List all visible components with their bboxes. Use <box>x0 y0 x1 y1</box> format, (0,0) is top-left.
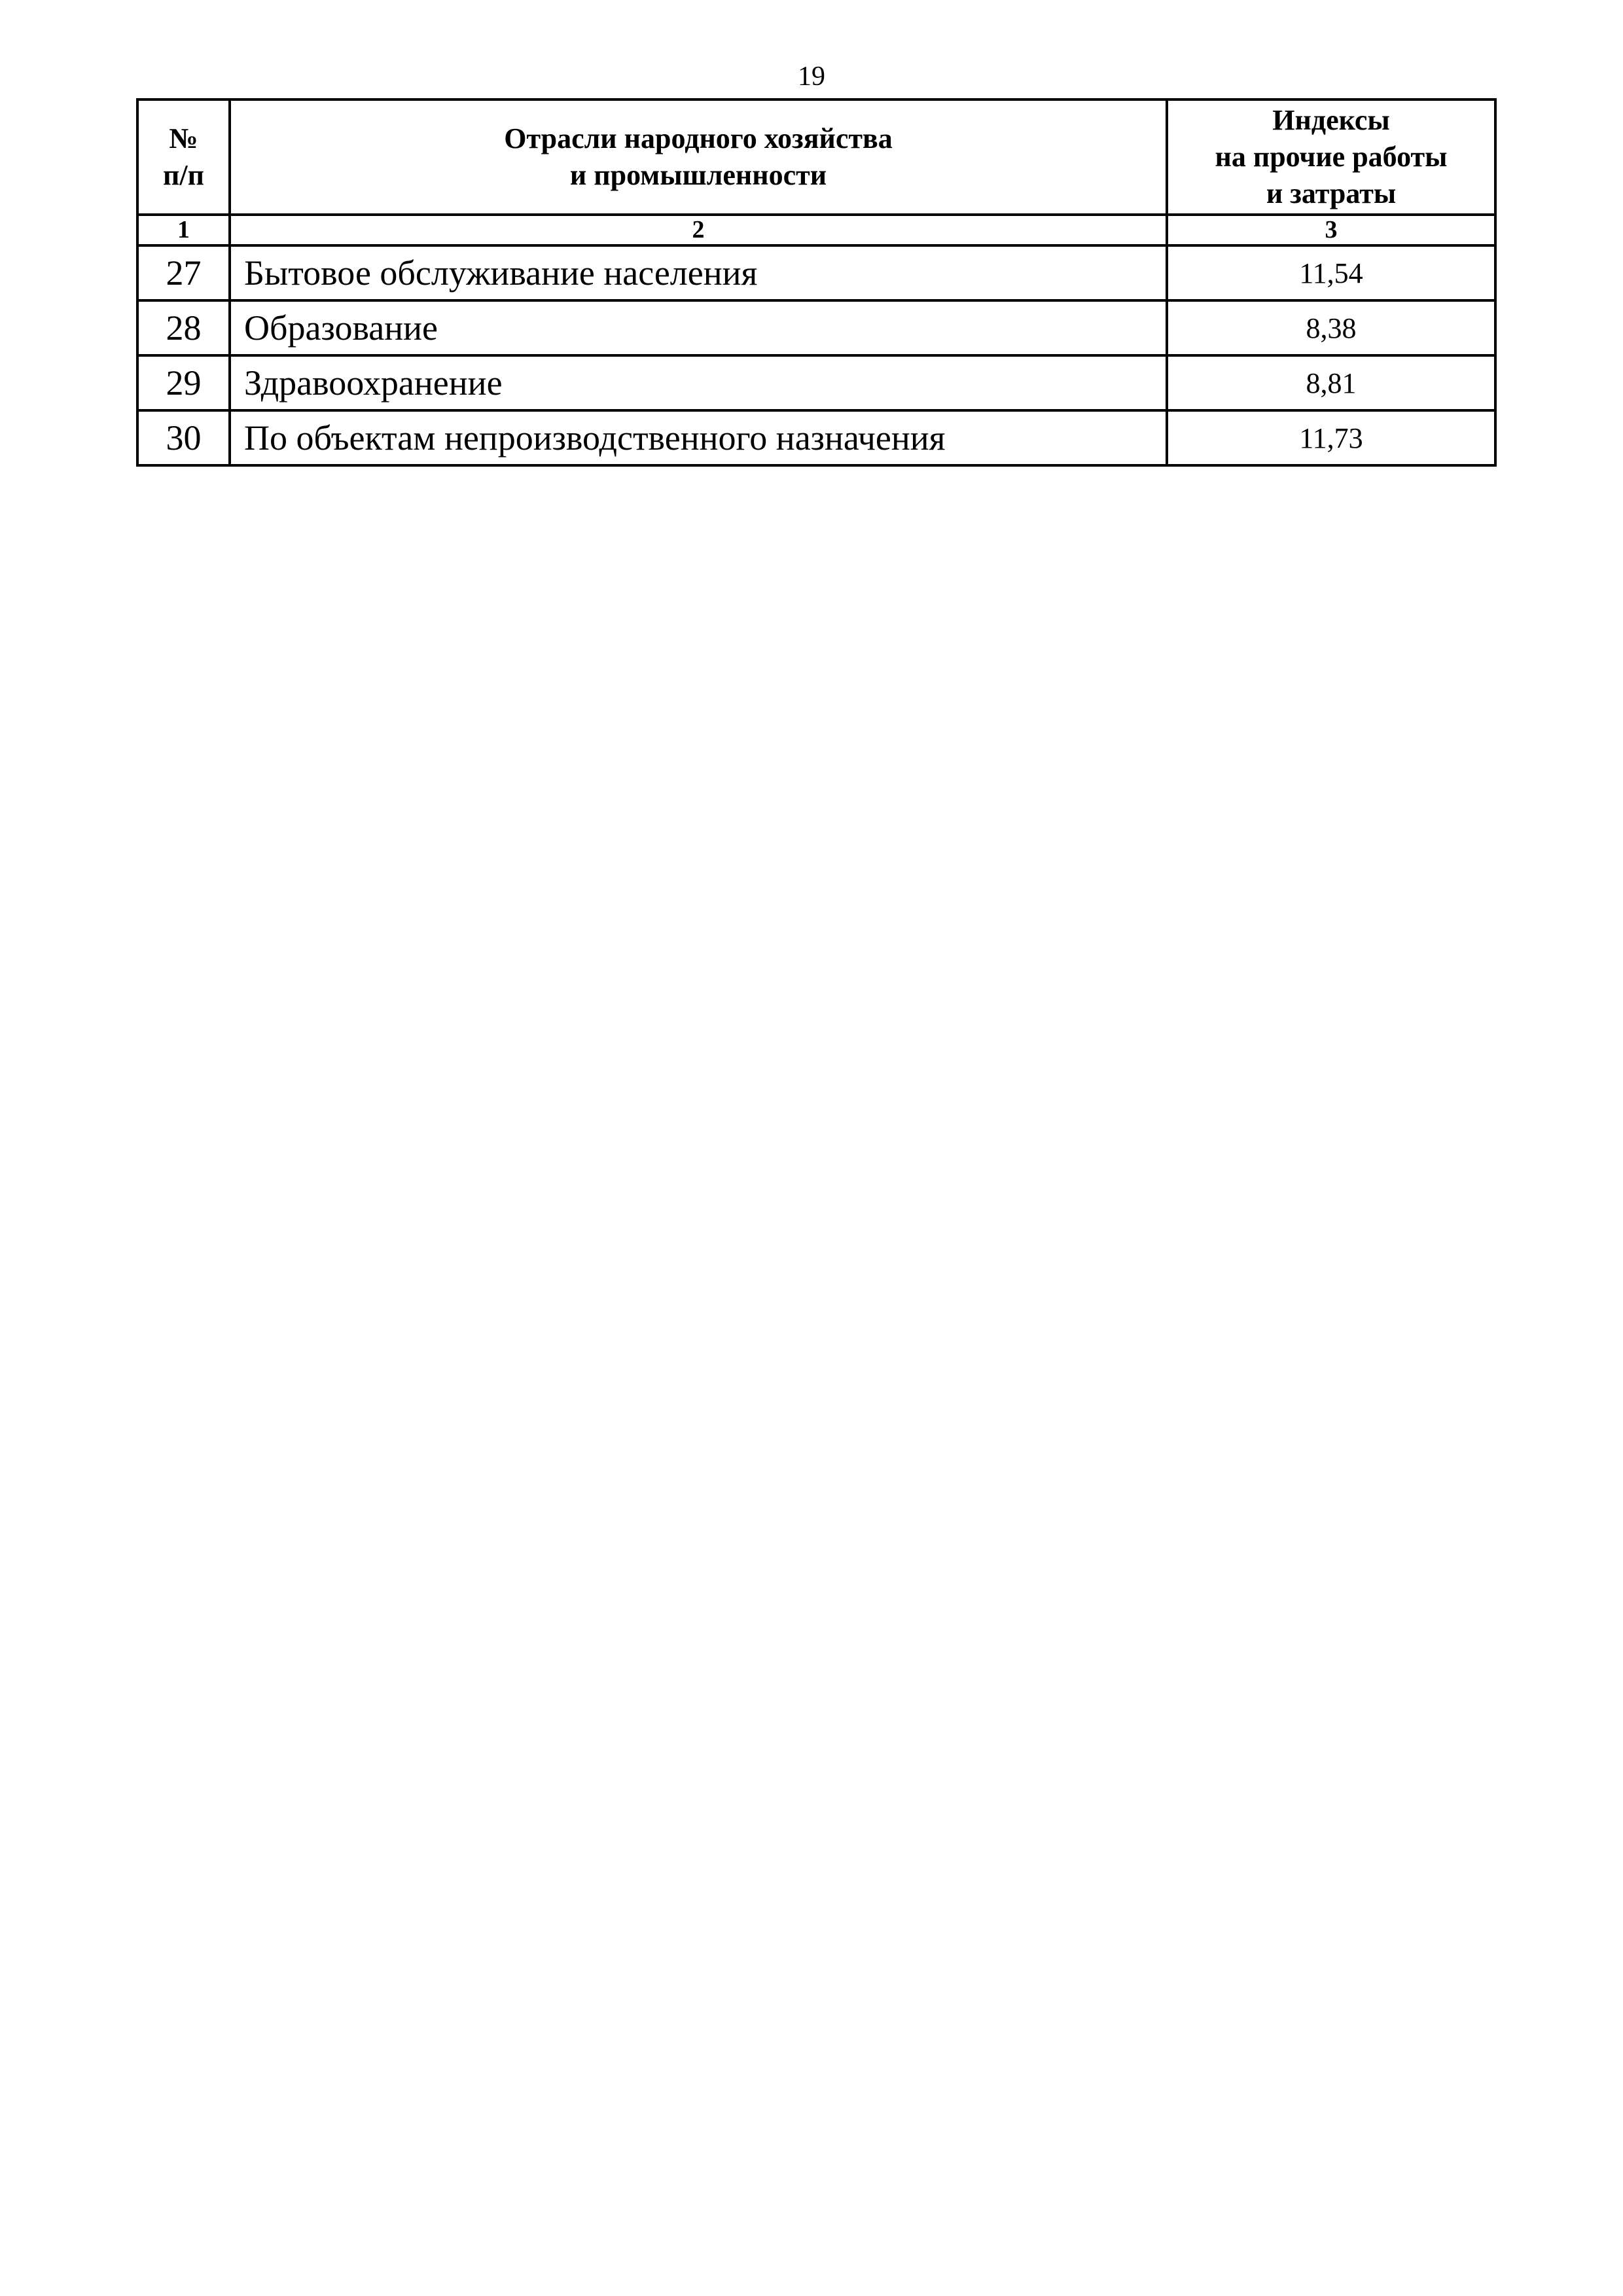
header-number-symbol: № <box>169 122 198 154</box>
page-number: 19 <box>798 62 825 92</box>
column-number-row <box>137 215 1495 245</box>
table-row <box>137 355 1495 410</box>
header-number-column <box>137 99 230 215</box>
header-index-column <box>1167 99 1495 215</box>
column-number-1: 1 <box>137 215 230 245</box>
row-index-value: 8,38 <box>1167 300 1495 355</box>
row-index-value: 8,81 <box>1167 355 1495 410</box>
row-index-value: 11,73 <box>1167 410 1495 465</box>
row-number: 30 <box>137 410 230 465</box>
row-industry-name: Бытовое обслуживание населения <box>230 245 1167 300</box>
row-industry-name: Здравоохранение <box>230 355 1167 410</box>
table-row <box>137 245 1495 300</box>
row-number: 29 <box>137 355 230 410</box>
row-number: 27 <box>137 245 230 300</box>
table-row <box>137 410 1495 465</box>
row-industry-name: Образование <box>230 300 1167 355</box>
table-header-row <box>137 99 1495 215</box>
row-industry-name: По объектам непроизводственного назначения <box>230 410 1167 465</box>
table-row <box>137 300 1495 355</box>
column-number-2: 2 <box>230 215 1167 245</box>
header-number-abbrev: п/п <box>163 159 204 191</box>
header-index-line-1: Индексы <box>1272 104 1390 136</box>
row-number: 28 <box>137 300 230 355</box>
header-industry-line-1: Отрасли народного хозяйства <box>504 122 893 154</box>
column-number-3: 3 <box>1167 215 1495 245</box>
header-industry-column <box>230 99 1167 215</box>
header-industry-line-2: и промышленности <box>569 159 827 191</box>
row-index-value: 11,54 <box>1167 245 1495 300</box>
indices-table <box>136 98 1497 467</box>
header-index-line-3: и затраты <box>1266 177 1397 209</box>
header-index-line-2: на прочие работы <box>1215 141 1448 173</box>
